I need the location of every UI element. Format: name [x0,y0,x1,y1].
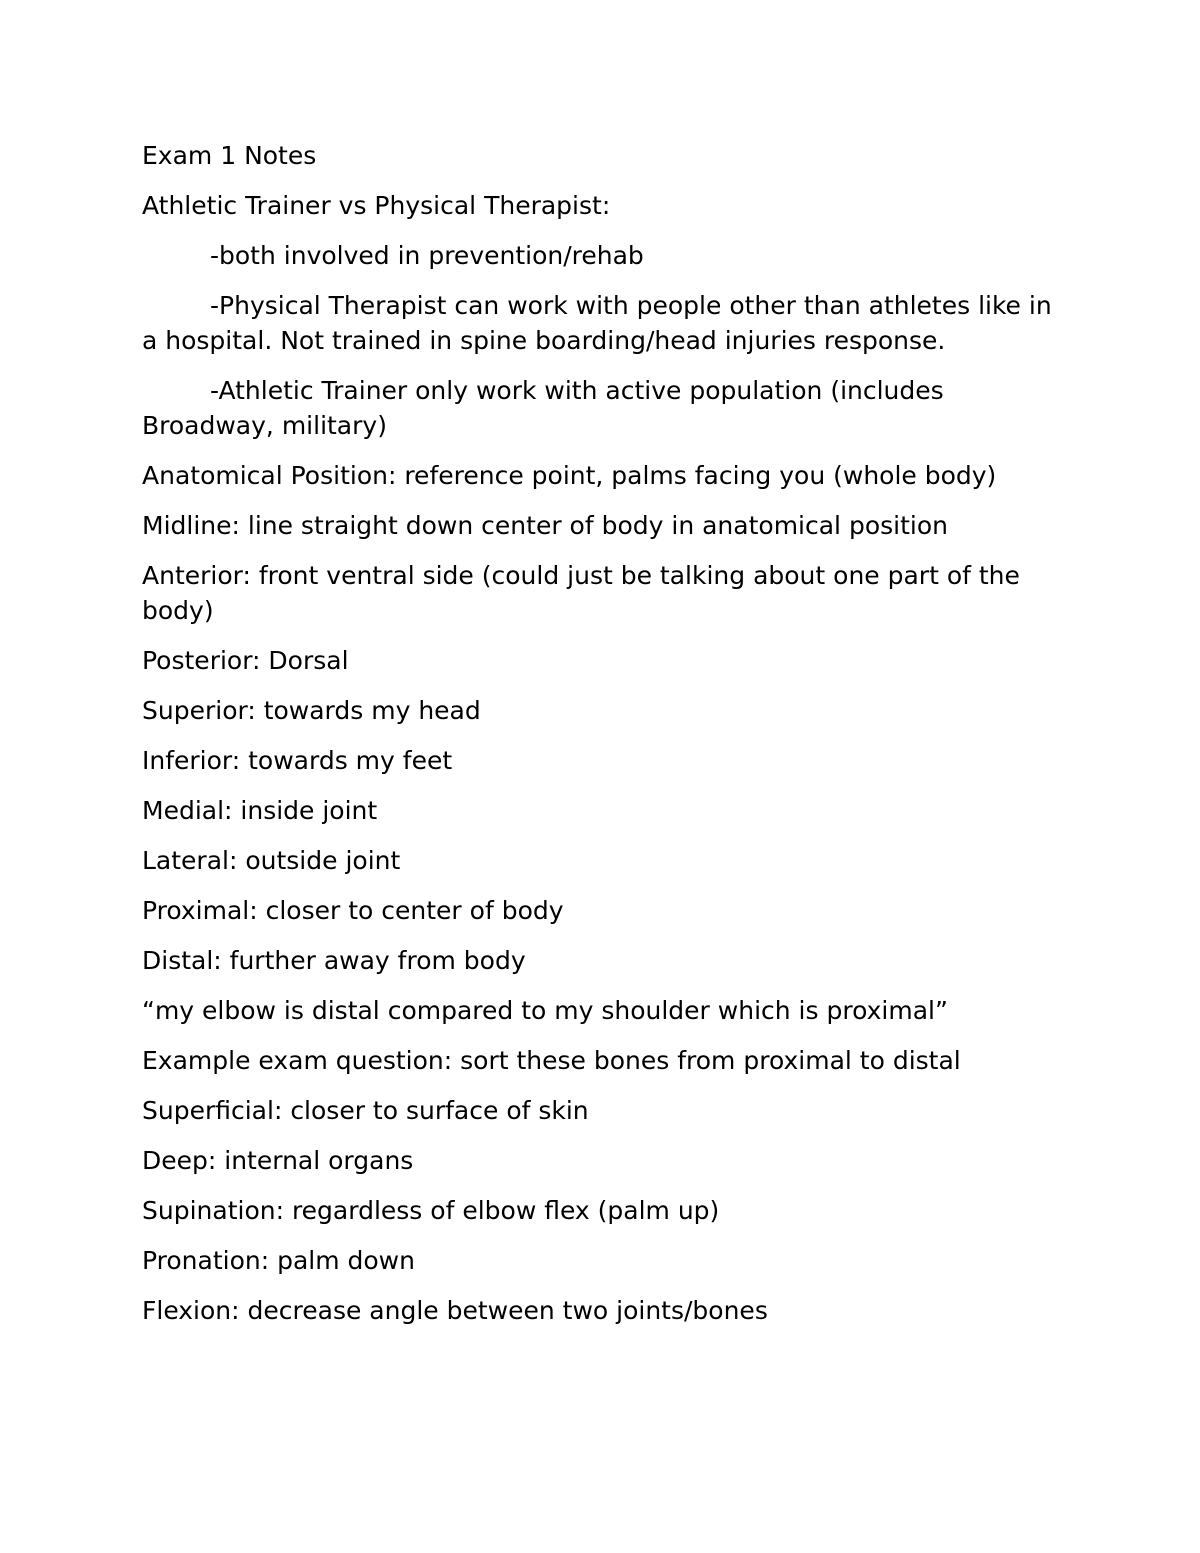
paragraph-athletic-trainer: -Athletic Trainer only work with active population (includes Broadway, military) [142,376,944,440]
paragraph-anatomical-position: Anatomical Position: reference point, palms facing you (whole body) [142,461,997,490]
document-body [142,138,1062,1343]
paragraph-physical-therapist: -Physical Therapist can work with people other than athletes like in a hospital. Not trained in spine boarding/head injuries response. [142,291,1052,355]
paragraph-elbow-quote: “my elbow is distal compared to my shoulder which is proximal” [142,996,948,1025]
paragraph-proximal: Proximal: closer to center of body [142,896,564,925]
paragraph-deep: Deep: internal organs [142,1146,414,1175]
paragraph-medial: Medial: inside joint [142,796,378,825]
paragraph-posterior: Posterior: Dorsal [142,646,349,675]
paragraph-supination: Supination: regardless of elbow flex (palm up) [142,1196,720,1225]
paragraph-athletic-trainer-vs-pt: Athletic Trainer vs Physical Therapist: [142,191,611,220]
paragraph-superior: Superior: towards my head [142,696,481,725]
paragraph-both-involved: -both involved in prevention/rehab [210,241,644,270]
paragraph-example-question: Example exam question: sort these bones from proximal to distal [142,1046,961,1075]
document-title: Exam 1 Notes [142,141,317,170]
paragraph-flexion: Flexion: decrease angle between two joints/bones [142,1296,768,1325]
paragraph-lateral: Lateral: outside joint [142,846,401,875]
paragraph-superficial: Superficial: closer to surface of skin [142,1096,589,1125]
paragraph-midline: Midline: line straight down center of body in anatomical position [142,511,948,540]
paragraph-distal: Distal: further away from body [142,946,526,975]
paragraph-pronation: Pronation: palm down [142,1246,415,1275]
paragraph-anterior: Anterior: front ventral side (could just be talking about one part of the body) [142,561,1020,625]
paragraph-inferior: Inferior: towards my feet [142,746,453,775]
